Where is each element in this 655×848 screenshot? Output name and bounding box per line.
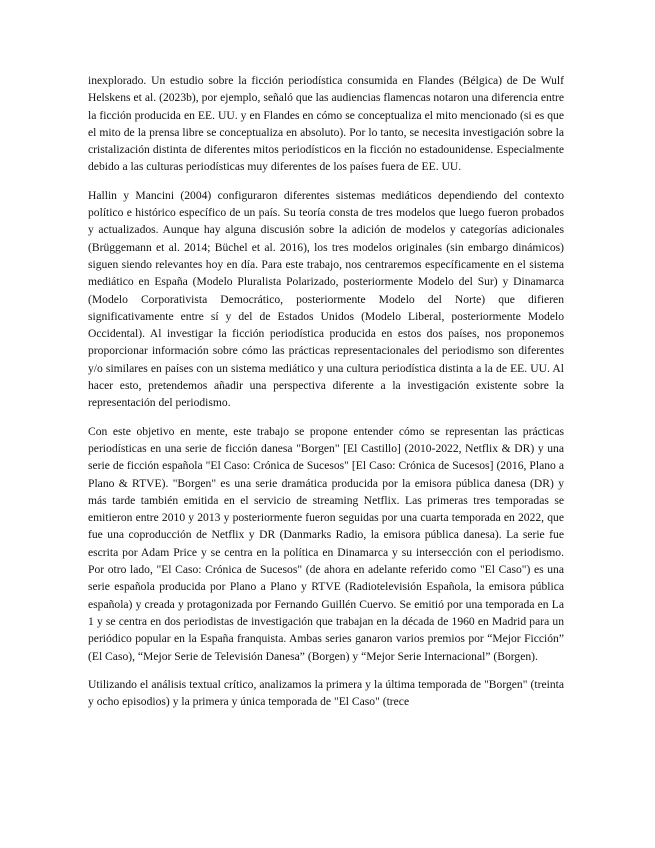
document-page bbox=[88, 72, 564, 721]
paragraph-3: Con este objetivo en mente, este trabajo se propone entender cómo se representan las prácticas periodísticas en una serie de ficción danesa "Borgen" [El Castillo] (2010-2022, Netflix & DR) y una serie de ficción española "El Caso: Crónica de Sucesos" [El Caso: Crónica de Sucesos] (2016, Plano a Plano & RTVE). "Borgen" es una serie dramática producida por la emisora pública danesa (DR) y más tarde también emitida en el servicio de streaming Netflix. Las primeras tres temporadas se emitieron entre 2010 y 2013 y posteriormente fueron seguidas por una cuarta temporada en 2022, que fue una coproducción de Netflix y DR (Danmarks Radio, la emisora pública danesa). La serie fue escrita por Adam Price y se centra en la política en Dinamarca y su intersección con el periodismo. Por otro lado, "El Caso: Crónica de Sucesos" (de ahora en adelante referido como "El Caso") es una serie española producida por Plano a Plano y RTVE (Radiotelevisión Española, la emisora pública española) y creada y protagonizada por Fernando Guillén Cuervo. Se emitió por una temporada en La 1 y se centra en dos periodistas de investigación que trabajan en la década de 1960 en Madrid para un periódico popular en la España franquista. Ambas series ganaron varios premios por “Mejor Ficción” (El Caso), “Mejor Serie de Televisión Danesa” (Borgen) y “Mejor Serie Internacional” (Borgen). bbox=[88, 424, 564, 663]
paragraph-4: Utilizando el análisis textual crítico, analizamos la primera y la última temporada de "Borgen" (treinta y ocho episodios) y la primera y única temporada de "El Caso" (trece bbox=[88, 677, 564, 709]
paragraph-2: Hallin y Mancini (2004) configuraron diferentes sistemas mediáticos dependiendo del contexto político e histórico específico de un país. Su teoría consta de tres modelos que luego fueron probados y actualizados. Aunque hay alguna discusión sobre la adición de modelos y categorías adicionales (Brüggemann et al. 2014; Büchel et al. 2016), los tres modelos originales (sin embargo dinámicos) siguen siendo relevantes hoy en día. Para este trabajo, nos centraremos específicamente en el sistema mediático en España (Modelo Pluralista Polarizado, posteriormente Modelo del Sur) y Dinamarca (Modelo Corporativista Democrático, posteriormente Modelo del Norte) que difieren significativamente entre sí y del de Estados Unidos (Modelo Liberal, posteriormente Modelo Occidental). Al investigar la ficción periodística producida en estos dos países, nos proponemos proporcionar información sobre cómo las prácticas representacionales del periodismo son diferentes y/o similares en países con un sistema mediático y una cultura periodística distinta a la de EE. UU. Al hacer esto, pretendemos añadir una perspectiva diferente a la investigación existente sobre la representación del periodismo. bbox=[88, 188, 564, 410]
paragraph-1: inexplorado. Un estudio sobre la ficción periodística consumida en Flandes (Bélgica) de De Wulf Helskens et al. (2023b), por ejemplo, señaló que las audiencias flamencas notaron una diferencia entre la ficción producida en EE. UU. y en Flandes en cómo se conceptualiza el mito mencionado (si es que el mito de la prensa libre se conceptualiza en absoluto). Por lo tanto, se necesita investigación sobre la cristalización distinta de diferentes mitos periodísticos en la ficción no estadounidense. Especialmente debido a las culturas periodísticas muy diferentes de los países fuera de EE. UU. bbox=[88, 74, 564, 174]
